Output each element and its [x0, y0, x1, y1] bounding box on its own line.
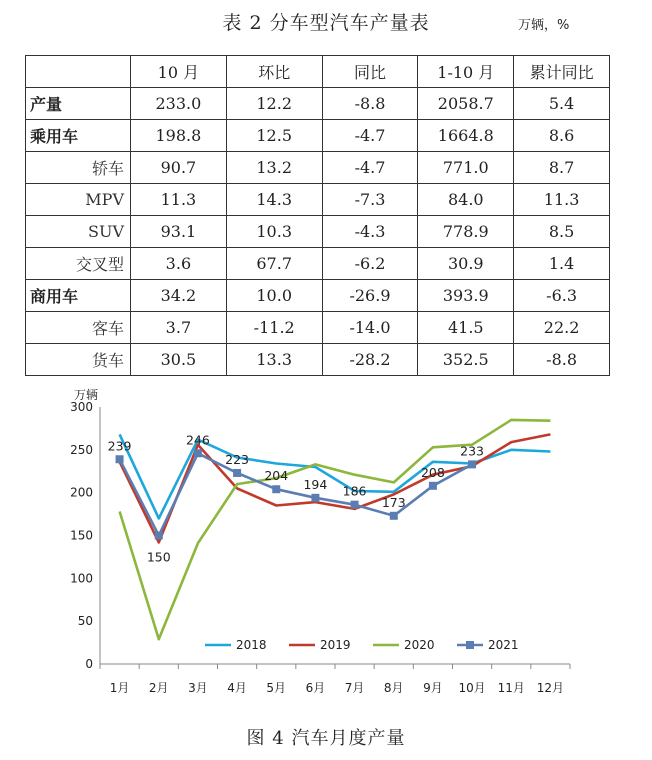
legend-marker-2021 — [466, 641, 474, 649]
table-cell: 14.3 — [226, 184, 322, 216]
table-cell: 11.3 — [131, 184, 227, 216]
monthly-production-chart — [55, 383, 585, 713]
table-row — [26, 152, 610, 184]
legend-label: 2020 — [404, 638, 435, 652]
table-cell: -28.2 — [322, 344, 418, 376]
table-cell: -14.0 — [322, 312, 418, 344]
data-point-2021 — [429, 482, 437, 490]
row-label: 客车 — [26, 312, 131, 344]
header-cell: 1-10 月 — [418, 56, 514, 88]
table-cell: 30.5 — [131, 344, 227, 376]
table-cell: 12.5 — [226, 120, 322, 152]
table-cell: -8.8 — [322, 88, 418, 120]
row-label: 商用车 — [26, 280, 131, 312]
table-cell: -4.3 — [322, 216, 418, 248]
table-cell: -26.9 — [322, 280, 418, 312]
table-cell: 22.2 — [514, 312, 610, 344]
header-cell: 10 月 — [131, 56, 227, 88]
x-tick-label: 4月 — [227, 681, 247, 695]
header-cell — [26, 56, 131, 88]
data-point-2021 — [233, 469, 241, 477]
table-row — [26, 184, 610, 216]
table-cell: 198.8 — [131, 120, 227, 152]
legend-label: 2019 — [320, 638, 351, 652]
row-label: 货车 — [26, 344, 131, 376]
table-row — [26, 120, 610, 152]
data-label: 194 — [303, 476, 328, 492]
table-cell: -4.7 — [322, 120, 418, 152]
y-tick-label: 250 — [70, 442, 93, 457]
table-cell: 352.5 — [418, 344, 514, 376]
table-row — [26, 280, 610, 312]
table-cell: 5.4 — [514, 88, 610, 120]
table-cell: 8.6 — [514, 120, 610, 152]
data-label: 208 — [420, 464, 445, 480]
data-label: 186 — [342, 483, 367, 499]
table-cell: 84.0 — [418, 184, 514, 216]
table-cell: 3.7 — [131, 312, 227, 344]
x-tick-label: 6月 — [305, 681, 326, 695]
data-label: 246 — [185, 432, 210, 448]
table-cell: 8.5 — [514, 216, 610, 248]
table-cell: 41.5 — [418, 312, 514, 344]
x-tick-label: 12月 — [536, 681, 565, 695]
table-cell: 233.0 — [131, 88, 227, 120]
row-label: 乘用车 — [26, 120, 131, 152]
y-tick-label: 50 — [77, 614, 93, 629]
header-cell: 同比 — [322, 56, 418, 88]
x-tick-label: 5月 — [266, 681, 287, 695]
legend-label: 2018 — [236, 638, 267, 652]
table-cell: 3.6 — [131, 248, 227, 280]
table-row — [26, 344, 610, 376]
row-label: 轿车 — [26, 152, 131, 184]
header-cell: 累计同比 — [514, 56, 610, 88]
y-tick-label: 150 — [70, 528, 93, 543]
data-point-2021 — [468, 460, 476, 468]
chart-title: 图 4 汽车月度产量 — [246, 728, 406, 749]
table-row — [26, 88, 610, 120]
table-cell: 2058.7 — [418, 88, 514, 120]
table-row — [26, 216, 610, 248]
table-row — [26, 248, 610, 280]
x-tick-label: 10月 — [458, 681, 486, 695]
series-line-2019 — [120, 434, 551, 542]
data-label: 204 — [264, 468, 289, 484]
table-cell: 90.7 — [131, 152, 227, 184]
table-cell: 778.9 — [418, 216, 514, 248]
table-row — [26, 312, 610, 344]
table-cell: 393.9 — [418, 280, 514, 312]
x-tick-label: 9月 — [423, 681, 443, 695]
row-label: SUV — [26, 216, 131, 248]
x-tick-label: 2月 — [148, 681, 169, 695]
x-tick-label: 8月 — [383, 681, 404, 695]
x-tick-label: 3月 — [188, 681, 208, 695]
data-label: 233 — [460, 443, 485, 459]
data-label: 223 — [225, 451, 250, 467]
y-tick-label: 0 — [85, 657, 93, 671]
table-unit: 万辆，% — [518, 18, 570, 33]
data-point-2021 — [155, 532, 163, 540]
legend-label: 2021 — [488, 638, 519, 652]
table-cell: -7.3 — [322, 184, 418, 216]
table-cell: 1664.8 — [418, 120, 514, 152]
data-point-2021 — [116, 455, 124, 463]
data-point-2021 — [272, 485, 280, 493]
x-tick-label: 1月 — [109, 681, 130, 695]
row-label: MPV — [26, 184, 131, 216]
series-line-2020 — [120, 420, 551, 639]
table-title: 表 2 分车型汽车产量表 — [222, 12, 430, 34]
table-cell: 10.3 — [226, 216, 322, 248]
table-cell: 10.0 — [226, 280, 322, 312]
y-axis-label: 万辆 — [74, 388, 99, 402]
data-label: 239 — [107, 438, 132, 454]
data-point-2021 — [194, 449, 202, 457]
table-cell: -6.3 — [514, 280, 610, 312]
table-cell: 11.3 — [514, 184, 610, 216]
table-cell: 30.9 — [418, 248, 514, 280]
table-cell: 771.0 — [418, 152, 514, 184]
data-point-2021 — [390, 512, 398, 520]
table-cell: 34.2 — [131, 280, 227, 312]
table-cell: -6.2 — [322, 248, 418, 280]
row-label: 交叉型 — [26, 248, 131, 280]
data-point-2021 — [351, 501, 359, 509]
table-cell: 1.4 — [514, 248, 610, 280]
production-table — [25, 55, 610, 376]
table-header-row — [26, 56, 610, 88]
y-tick-label: 100 — [70, 571, 93, 586]
table-cell: 93.1 — [131, 216, 227, 248]
data-point-2021 — [311, 494, 319, 502]
data-label: 173 — [381, 494, 406, 510]
x-tick-label: 11月 — [497, 681, 525, 695]
table-cell: 13.3 — [226, 344, 322, 376]
header-cell: 环比 — [226, 56, 322, 88]
table-cell: 67.7 — [226, 248, 322, 280]
table-cell: 13.2 — [226, 152, 322, 184]
table-cell: 12.2 — [226, 88, 322, 120]
table-cell: -11.2 — [226, 312, 322, 344]
x-tick-label: 7月 — [344, 681, 365, 695]
y-tick-label: 200 — [70, 485, 93, 500]
table-cell: -8.8 — [514, 344, 610, 376]
table-cell: -4.7 — [322, 152, 418, 184]
row-label: 产量 — [26, 88, 131, 120]
y-tick-label: 300 — [70, 400, 93, 414]
table-cell: 8.7 — [514, 152, 610, 184]
data-label: 150 — [146, 549, 171, 565]
